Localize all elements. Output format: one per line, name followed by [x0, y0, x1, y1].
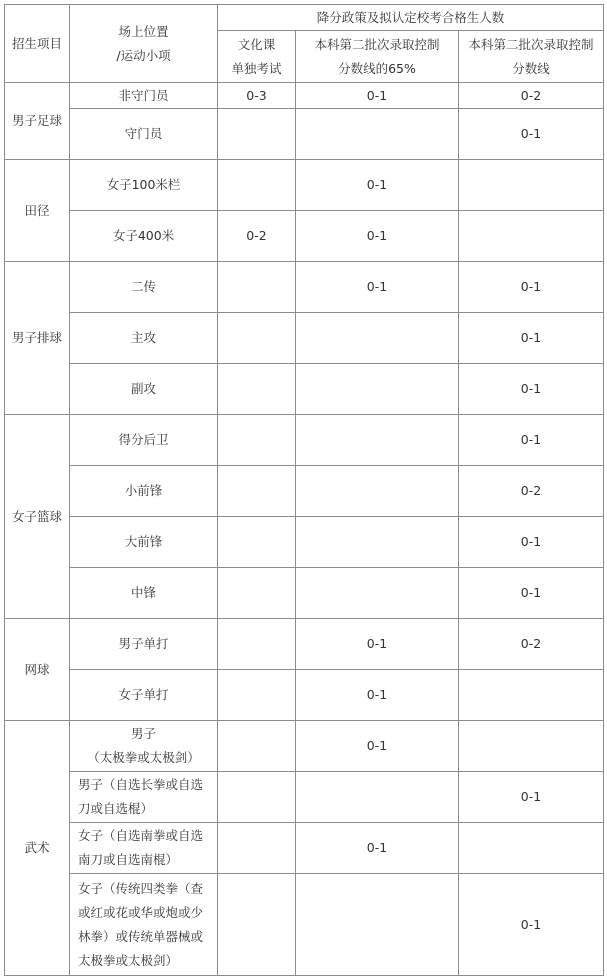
table-row	[5, 721, 604, 772]
culture-cell	[218, 415, 296, 466]
table-row	[5, 772, 604, 823]
table-row	[5, 262, 604, 313]
culture-cell	[218, 109, 296, 160]
quota-table	[4, 4, 604, 976]
line-cell	[459, 670, 604, 721]
position-cell: 副攻	[70, 364, 218, 415]
p65-cell: 0-1	[296, 721, 459, 772]
position-cell: 小前锋	[70, 466, 218, 517]
p65-cell: 0-1	[296, 160, 459, 211]
position-cell: 男子 （太极拳或太极剑）	[70, 721, 218, 772]
p65-cell: 0-1	[296, 262, 459, 313]
header-row-1	[5, 5, 604, 31]
table-row	[5, 568, 604, 619]
position-cell: 主攻	[70, 313, 218, 364]
position-cell: 二传	[70, 262, 218, 313]
p65-cell	[296, 109, 459, 160]
culture-cell	[218, 823, 296, 874]
culture-cell	[218, 670, 296, 721]
table-row	[5, 415, 604, 466]
position-cell: 女子（自选南拳或自选 南刀或自选南棍）	[70, 823, 218, 874]
culture-cell	[218, 313, 296, 364]
position-cell: 男子（自选长拳或自选 刀或自选棍）	[70, 772, 218, 823]
table-row	[5, 211, 604, 262]
p65-cell	[296, 772, 459, 823]
table-row	[5, 364, 604, 415]
line-cell: 0-2	[459, 466, 604, 517]
culture-cell: 0-3	[218, 83, 296, 109]
header-line: 本科第二批次录取控制 分数线	[459, 31, 604, 83]
table-row	[5, 466, 604, 517]
culture-cell	[218, 619, 296, 670]
p65-cell: 0-1	[296, 823, 459, 874]
p65-cell	[296, 568, 459, 619]
position-cell: 非守门员	[70, 83, 218, 109]
line-cell: 0-1	[459, 874, 604, 976]
project-cell: 武术	[5, 721, 70, 976]
project-cell: 女子篮球	[5, 415, 70, 619]
position-cell: 男子单打	[70, 619, 218, 670]
culture-cell	[218, 466, 296, 517]
line-cell: 0-1	[459, 364, 604, 415]
header-position: 场上位置 /运动小项	[70, 5, 218, 83]
p65-cell	[296, 874, 459, 976]
table-row	[5, 619, 604, 670]
line-cell: 0-2	[459, 83, 604, 109]
p65-cell: 0-1	[296, 670, 459, 721]
p65-cell	[296, 415, 459, 466]
culture-cell	[218, 721, 296, 772]
line-cell: 0-1	[459, 109, 604, 160]
project-cell: 男子足球	[5, 83, 70, 160]
project-cell: 网球	[5, 619, 70, 721]
culture-cell: 0-2	[218, 211, 296, 262]
table-row	[5, 874, 604, 976]
line-cell: 0-1	[459, 517, 604, 568]
p65-cell: 0-1	[296, 211, 459, 262]
p65-cell: 0-1	[296, 83, 459, 109]
culture-cell	[218, 874, 296, 976]
table-row	[5, 823, 604, 874]
line-cell	[459, 721, 604, 772]
header-group: 降分政策及拟认定校考合格生人数	[218, 5, 604, 31]
table-row	[5, 313, 604, 364]
position-cell: 大前锋	[70, 517, 218, 568]
header-65: 本科第二批次录取控制 分数线的65%	[296, 31, 459, 83]
line-cell: 0-1	[459, 568, 604, 619]
line-cell	[459, 160, 604, 211]
p65-cell	[296, 517, 459, 568]
position-cell: 女子400米	[70, 211, 218, 262]
position-cell: 女子单打	[70, 670, 218, 721]
table-row	[5, 517, 604, 568]
p65-cell: 0-1	[296, 619, 459, 670]
position-cell: 女子（传统四类拳（查 或红或花或华或炮或少 林拳）或传统单器械或 太极拳或太极剑）	[70, 874, 218, 976]
position-cell: 得分后卫	[70, 415, 218, 466]
p65-cell	[296, 313, 459, 364]
culture-cell	[218, 262, 296, 313]
culture-cell	[218, 517, 296, 568]
culture-cell	[218, 772, 296, 823]
line-cell: 0-1	[459, 772, 604, 823]
position-cell: 女子100米栏	[70, 160, 218, 211]
culture-cell	[218, 568, 296, 619]
table-row	[5, 670, 604, 721]
project-cell: 男子排球	[5, 262, 70, 415]
line-cell: 0-1	[459, 262, 604, 313]
line-cell: 0-1	[459, 415, 604, 466]
p65-cell	[296, 364, 459, 415]
culture-cell	[218, 160, 296, 211]
culture-cell	[218, 364, 296, 415]
project-cell: 田径	[5, 160, 70, 262]
table-row	[5, 109, 604, 160]
table-row	[5, 160, 604, 211]
line-cell	[459, 823, 604, 874]
position-cell: 中锋	[70, 568, 218, 619]
line-cell: 0-1	[459, 313, 604, 364]
position-cell: 守门员	[70, 109, 218, 160]
line-cell: 0-2	[459, 619, 604, 670]
p65-cell	[296, 466, 459, 517]
line-cell	[459, 211, 604, 262]
header-culture: 文化课 单独考试	[218, 31, 296, 83]
table-row	[5, 83, 604, 109]
header-project: 招生项目	[5, 5, 70, 83]
